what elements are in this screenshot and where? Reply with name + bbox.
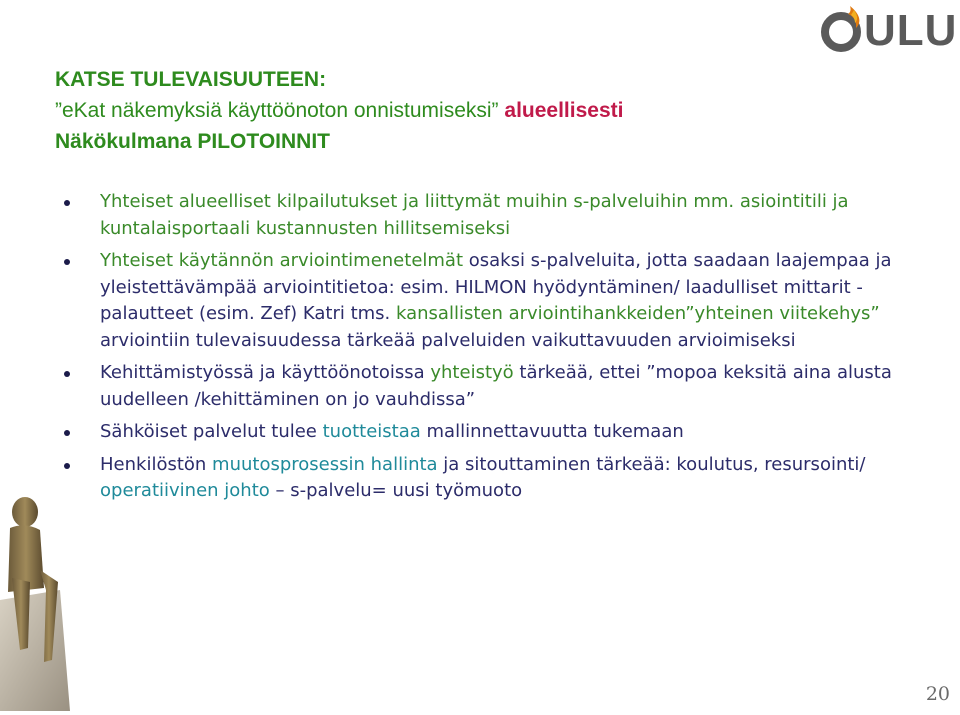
bullet-item-2 — [62, 248, 932, 354]
seated-statue-icon — [0, 470, 70, 711]
oulu-o-flame-logo-icon — [820, 4, 866, 54]
bullet-dot-icon — [64, 200, 70, 206]
slide-title — [55, 64, 915, 157]
bullet-dot-icon — [64, 430, 70, 436]
bullet-list — [62, 189, 932, 511]
statue-image — [0, 470, 70, 711]
bullet-5-part-3: ja sitouttaminen tärkeää: koulutus, resursointi/ — [437, 453, 866, 475]
bullet-item-1 — [62, 189, 932, 242]
bullet-2-part-1: Yhteiset käytännön arviointimenetelmät — [100, 250, 464, 271]
bullet-dot-icon — [64, 371, 70, 377]
bullet-3-part-3: tärkeää, ettei ”mopoa keksitä aina alusta uudelleen /kehittäminen on jo vauhdissa” — [100, 362, 892, 410]
bullet-4-part-2: tuotteistaa — [322, 421, 421, 442]
bullet-2-part-2: osaksi s-palveluita, jotta saadaan laajempaa ja yleistettävämpää arviointitietoa: esim. HILMON hyödyntäminen/ laadulliset mittarit - palautteet (esim. Zef) Katri tms. — [100, 250, 892, 324]
title-highlight: alueellisesti — [504, 99, 624, 122]
bullet-5-part-4: operatiivinen johto — [100, 480, 270, 501]
bullet-5-part-5: – s-palvelu= uusi työmuoto — [269, 480, 523, 501]
bullet-2-part-4: arviointiin tulevaisuudessa tärkeää palveluiden vaikuttavuuden arvioimiseksi — [100, 329, 796, 351]
bullet-3-part-1: Kehittämistyössä ja käyttöönotoissa — [100, 362, 431, 383]
bullet-4-part-1: Sähköiset palvelut tulee — [100, 421, 323, 442]
title-line-3: Näkökulmana PILOTOINNIT — [55, 130, 330, 153]
bullet-3-part-2: yhteistyö — [430, 362, 514, 383]
page-number: 20 — [925, 683, 950, 705]
title-line-1: KATSE TULEVAISUUTEEN: — [55, 68, 327, 91]
bullet-2-part-3: kansallisten arviointihankkeiden”yhteinen viitekehys” — [390, 303, 880, 324]
bullet-5-part-1: Henkilöstön — [100, 453, 213, 475]
title-line-2 — [55, 95, 915, 126]
bullet-5-part-2: muutosprosessin hallinta — [212, 453, 438, 475]
bullet-1-text: Yhteiset alueelliset kilpailutukset ja liittymät muihin s-palveluihin mm. asiointitili ja kuntalaisportaali kustannusten hillitsemiseksi — [100, 191, 849, 239]
bullet-dot-icon — [64, 259, 70, 265]
oulu-logo — [820, 4, 958, 55]
bullet-dot-icon — [64, 463, 70, 469]
bullet-item-4 — [62, 419, 932, 446]
logo-wordmark: ULU — [864, 6, 958, 55]
bullet-item-5 — [62, 452, 932, 505]
bullet-4-part-3: mallinnettavuutta tukemaan — [420, 421, 684, 442]
bullet-item-3 — [62, 360, 932, 413]
title-quote: ”eKat näkemyksiä käyttöönoton onnistumiseksi” — [55, 99, 499, 122]
